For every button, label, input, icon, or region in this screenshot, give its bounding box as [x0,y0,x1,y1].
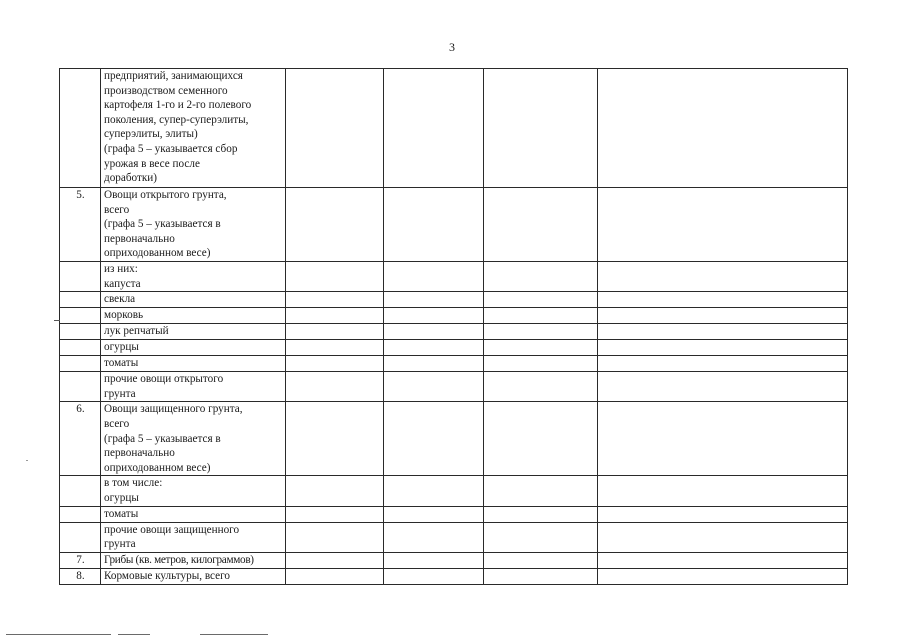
row-label: из них: капуста [101,262,286,292]
row-label: томаты [101,356,286,372]
value-cell [286,324,384,340]
table-row [60,476,848,506]
table-row [60,552,848,568]
row-label: прочие овощи защищенного грунта [101,522,286,552]
row-number [60,356,101,372]
value-cell [598,356,848,372]
value-cell [384,324,484,340]
bottom-scan-line [6,634,111,635]
table-row [60,262,848,292]
row-number: 7. [60,552,101,568]
value-cell [598,292,848,308]
value-cell [384,568,484,584]
bottom-scan-line [118,634,150,635]
table-row [60,356,848,372]
value-cell [484,552,598,568]
row-number [60,262,101,292]
value-cell [598,552,848,568]
value-cell [598,308,848,324]
row-number [60,476,101,506]
row-number: 6. [60,402,101,476]
table-row [60,402,848,476]
value-cell [286,340,384,356]
row-number: 8. [60,568,101,584]
value-cell [286,506,384,522]
value-cell [484,308,598,324]
value-cell [286,308,384,324]
value-cell [484,506,598,522]
value-cell [384,356,484,372]
value-cell [286,522,384,552]
value-cell [598,188,848,262]
table-row [60,340,848,356]
value-cell [286,402,384,476]
table-row [60,69,848,188]
value-cell [286,356,384,372]
value-cell [484,356,598,372]
value-cell [598,522,848,552]
value-cell [484,568,598,584]
row-label: Грибы (кв. метров, килограммов) [101,552,286,568]
row-number [60,522,101,552]
row-number [60,340,101,356]
value-cell [484,69,598,188]
value-cell [286,69,384,188]
value-cell [598,324,848,340]
row-number [60,372,101,402]
row-number: 5. [60,188,101,262]
value-cell [598,476,848,506]
table-row [60,324,848,340]
scan-mark [54,320,60,321]
value-cell [286,292,384,308]
value-cell [384,69,484,188]
value-cell [384,476,484,506]
value-cell [384,372,484,402]
row-number [60,292,101,308]
value-cell [484,262,598,292]
value-cell [384,506,484,522]
value-cell [384,262,484,292]
row-label: огурцы [101,340,286,356]
table-row [60,372,848,402]
form-table [59,68,848,585]
row-label: Овощи открытого грунта, всего (графа 5 – указывается в первоначально оприходованном весе) [101,188,286,262]
value-cell [484,292,598,308]
table-row [60,506,848,522]
row-label: свекла [101,292,286,308]
table-row [60,568,848,584]
value-cell [598,506,848,522]
row-label: в том числе: огурцы [101,476,286,506]
row-label: морковь [101,308,286,324]
scan-speck [26,460,28,461]
row-label: лук репчатый [101,324,286,340]
value-cell [384,188,484,262]
page-number: 3 [449,40,455,54]
value-cell [384,552,484,568]
value-cell [484,522,598,552]
row-label: Овощи защищенного грунта, всего (графа 5 – указывается в первоначально оприходованном весе) [101,402,286,476]
row-label: Кормовые культуры, всего [101,568,286,584]
value-cell [598,372,848,402]
value-cell [384,340,484,356]
value-cell [598,402,848,476]
value-cell [598,340,848,356]
value-cell [286,188,384,262]
value-cell [384,308,484,324]
value-cell [484,402,598,476]
value-cell [598,69,848,188]
value-cell [484,188,598,262]
row-number [60,324,101,340]
value-cell [384,292,484,308]
value-cell [384,522,484,552]
table-row [60,188,848,262]
table-row [60,522,848,552]
row-number [60,308,101,324]
value-cell [598,262,848,292]
value-cell [286,568,384,584]
bottom-scan-line [200,634,268,635]
value-cell [484,476,598,506]
row-label: томаты [101,506,286,522]
value-cell [484,372,598,402]
value-cell [286,552,384,568]
row-number [60,69,101,188]
row-label: предприятий, занимающихся производством семенного картофеля 1-го и 2-го полевого поколения, супер-суперэлиты, суперэлиты, элиты) (графа 5 – указывается сбор урожая в весе после доработки) [101,69,286,188]
table-row [60,292,848,308]
row-number [60,506,101,522]
row-label: прочие овощи открытого грунта [101,372,286,402]
table-row [60,308,848,324]
value-cell [598,568,848,584]
value-cell [286,476,384,506]
value-cell [484,340,598,356]
value-cell [484,324,598,340]
value-cell [286,372,384,402]
value-cell [384,402,484,476]
value-cell [286,262,384,292]
